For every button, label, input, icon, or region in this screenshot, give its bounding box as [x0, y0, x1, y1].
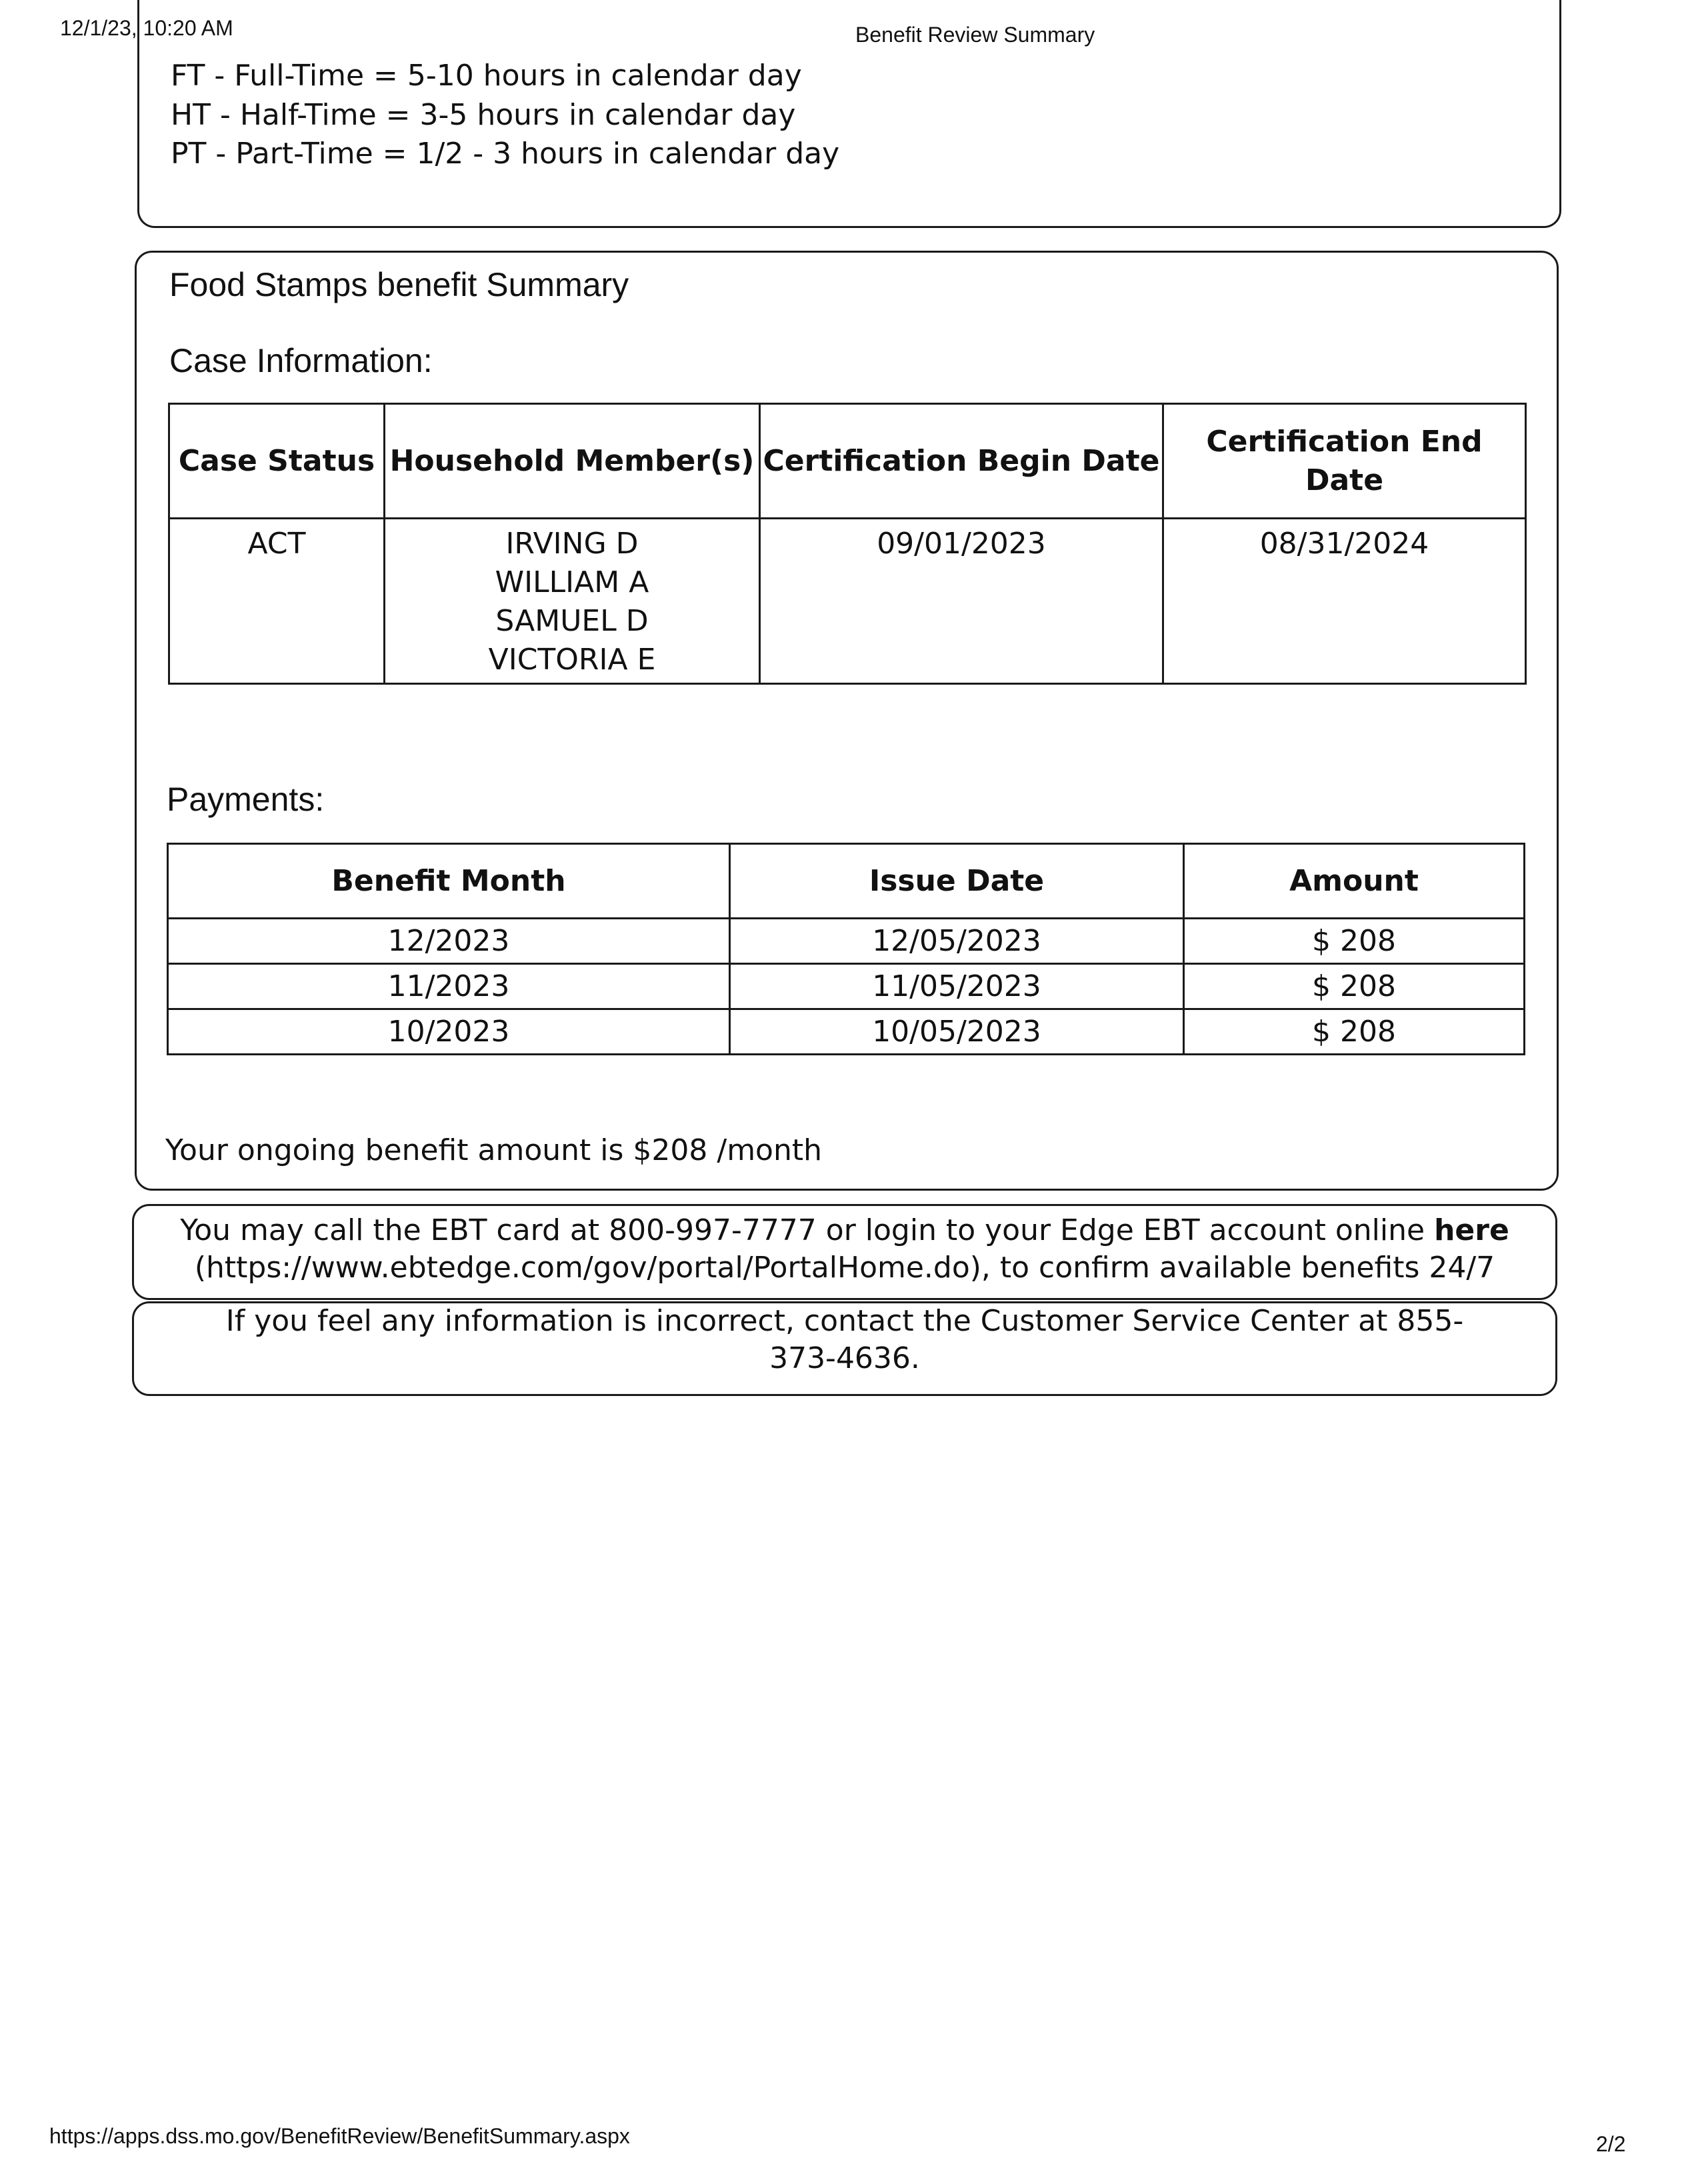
household-member: WILLIAM A: [495, 565, 649, 599]
table-row: [169, 519, 1526, 684]
amount-cell: $ 208: [1184, 919, 1525, 964]
legend-line-ht: HT - Half-Time = 3-5 hours in calendar day: [171, 98, 796, 132]
col-issue-date: Issue Date: [730, 844, 1184, 919]
print-timestamp: 12/1/23, 10:20 AM: [60, 16, 233, 40]
household-member: IRVING D: [505, 527, 639, 561]
issue-date-cell: 12/05/2023: [730, 919, 1184, 964]
household-member: VICTORIA E: [488, 643, 656, 677]
issue-date-cell: 10/05/2023: [730, 1009, 1184, 1055]
ebt-notice-text: [132, 1212, 1557, 1287]
case-information-label: Case Information:: [169, 342, 433, 379]
benefit-month-cell: 12/2023: [168, 919, 730, 964]
cert-end-date-value: 08/31/2024: [1163, 519, 1526, 684]
case-status-value: ACT: [169, 519, 385, 684]
ebt-portal-link[interactable]: here: [1434, 1213, 1509, 1247]
ongoing-benefit-text: Your ongoing benefit amount is $208 /month: [165, 1133, 822, 1167]
contact-notice-text: If you feel any information is incorrect, contact the Customer Service Center at 855-373-4636.: [225, 1304, 1464, 1375]
col-cert-begin-date: Certification Begin Date: [760, 404, 1163, 519]
page-number: 2/2: [1596, 2132, 1626, 2156]
col-cert-end-date: Certification End Date: [1163, 404, 1526, 519]
col-case-status: Case Status: [169, 404, 385, 519]
col-benefit-month: Benefit Month: [168, 844, 730, 919]
case-information-table: [168, 403, 1527, 685]
issue-date-cell: 11/05/2023: [730, 964, 1184, 1009]
amount-cell: $ 208: [1184, 964, 1525, 1009]
ebt-notice-line2: (https://www.ebtedge.com/gov/portal/PortalHome.do), to confirm available benefits 24/7: [194, 1251, 1495, 1285]
table-row: [168, 1009, 1525, 1055]
table-row: [168, 964, 1525, 1009]
payments-label: Payments:: [167, 781, 325, 818]
legend-line-pt: PT - Part-Time = 1/2 - 3 hours in calendar day: [171, 137, 840, 171]
household-members-value: [385, 519, 760, 684]
col-household-members: Household Member(s): [385, 404, 760, 519]
col-amount: Amount: [1184, 844, 1525, 919]
ebt-notice-line1: You may call the EBT card at 800-997-7777 or login to your Edge EBT account online: [180, 1213, 1435, 1247]
benefit-month-cell: 11/2023: [168, 964, 730, 1009]
legend-line-ft: FT - Full-Time = 5-10 hours in calendar day: [171, 59, 802, 93]
amount-cell: $ 208: [1184, 1009, 1525, 1055]
page-url: https://apps.dss.mo.gov/BenefitReview/BenefitSummary.aspx: [49, 2124, 630, 2148]
table-row: [168, 919, 1525, 964]
payments-table: [167, 843, 1525, 1055]
cert-begin-date-value: 09/01/2023: [760, 519, 1163, 684]
benefit-month-cell: 10/2023: [168, 1009, 730, 1055]
food-stamps-title: Food Stamps benefit Summary: [169, 266, 629, 303]
page-title: Benefit Review Summary: [855, 23, 1095, 47]
household-member: SAMUEL D: [495, 604, 649, 638]
